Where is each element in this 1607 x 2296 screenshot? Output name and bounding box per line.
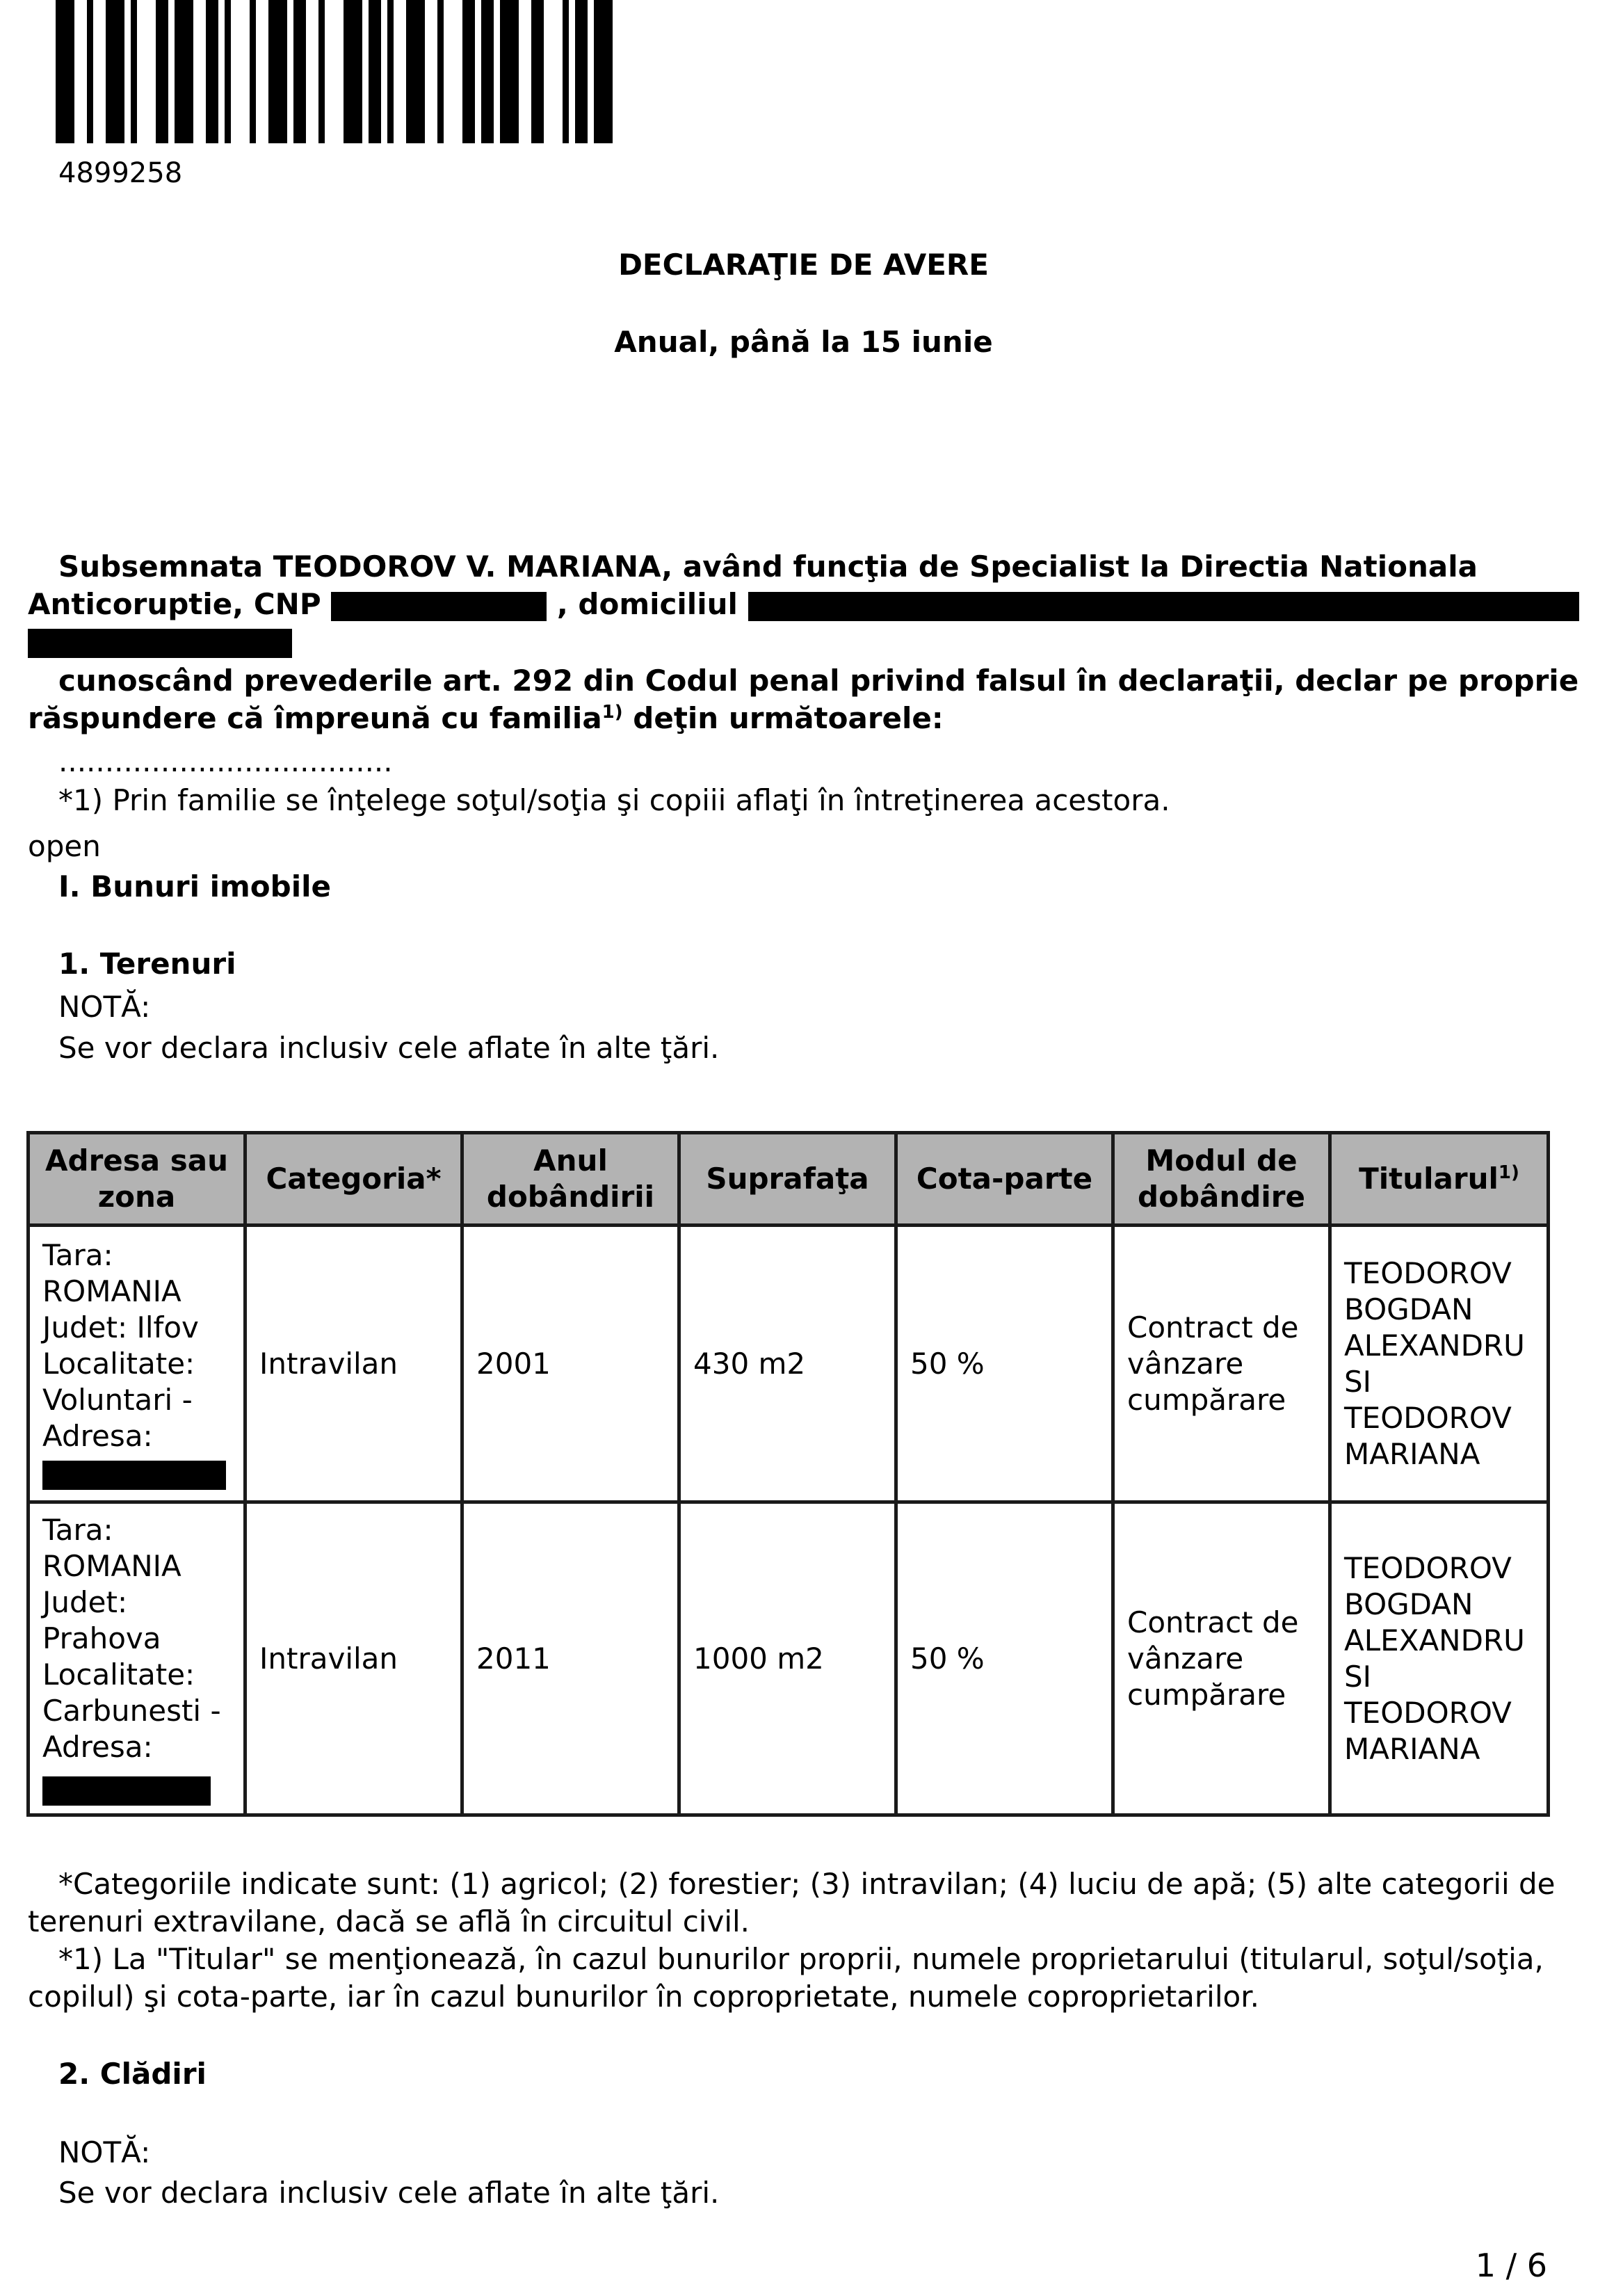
subsection-heading-lands: 1. Terenuri bbox=[58, 947, 236, 981]
barcode-bar bbox=[387, 0, 394, 143]
lands-table bbox=[26, 1131, 1550, 1817]
lands-note-text: Se vor declara inclusiv cele aflate în alte ţări. bbox=[58, 1031, 720, 1065]
cell-holder: TEODOROV BOGDAN ALEXANDRU SI TEODOROV MARIANA bbox=[1330, 1502, 1549, 1815]
barcode-bar bbox=[175, 0, 193, 143]
cell-year: 2001 bbox=[462, 1226, 679, 1502]
intro-line-1: Subsemnata TEODOROV V. MARIANA, având funcţia de Specialist la Directia Nationala bbox=[58, 549, 1478, 584]
buildings-note-text: Se vor declara inclusiv cele aflate în alte ţări. bbox=[58, 2176, 720, 2210]
document-title: DECLARAŢIE DE AVERE bbox=[618, 248, 989, 282]
document-number: 4899258 bbox=[58, 157, 183, 189]
intro-line-3: cunoscând prevederile art. 292 din Codul penal privind falsul în declaraţii, declar pe proprie bbox=[58, 664, 1579, 698]
barcode-bar bbox=[87, 0, 93, 143]
open-word: open bbox=[28, 829, 101, 863]
barcode-bar bbox=[462, 0, 475, 143]
barcode-bar bbox=[344, 0, 362, 143]
buildings-note-label: NOTĂ: bbox=[58, 2135, 151, 2169]
column-header-acquisition-mode: Modul de dobândire bbox=[1113, 1133, 1330, 1226]
cell-acquisition-mode: Contract de vânzare cumpărare bbox=[1113, 1226, 1330, 1502]
dotted-line: .................................... bbox=[58, 744, 393, 778]
cell-area: 1000 m2 bbox=[679, 1502, 896, 1815]
cell-area: 430 m2 bbox=[679, 1226, 896, 1502]
cell-address: Tara: ROMANIA Judet: Prahova Localitate: Carbunesti - Adresa: bbox=[29, 1502, 245, 1815]
cell-category: Intravilan bbox=[245, 1502, 462, 1815]
barcode-bar bbox=[293, 0, 306, 143]
lands-note-label: NOTĂ: bbox=[58, 990, 151, 1024]
column-header-holder: Titularul$^{1)}$ bbox=[1330, 1133, 1549, 1226]
table-row bbox=[29, 1226, 1549, 1502]
cell-address: Tara: ROMANIA Judet: Ilfov Localitate: Voluntari - Adresa: bbox=[29, 1226, 245, 1502]
barcode-bar bbox=[268, 0, 287, 143]
cell-holder: TEODOROV BOGDAN ALEXANDRU SI TEODOROV MARIANA bbox=[1330, 1226, 1549, 1502]
barcode-bar bbox=[225, 0, 231, 143]
barcode-bar bbox=[437, 0, 444, 143]
redacted-address-continued bbox=[28, 629, 292, 658]
redacted-cnp bbox=[331, 592, 547, 621]
barcode-bar bbox=[369, 0, 381, 143]
barcode-bar bbox=[250, 0, 256, 143]
barcode-bar bbox=[594, 0, 613, 143]
intro-cnp-label: Anticoruptie, CNP bbox=[28, 587, 321, 621]
cell-acquisition-mode: Contract de vânzare cumpărare bbox=[1113, 1502, 1330, 1815]
column-header-address: Adresa sau zona bbox=[29, 1133, 245, 1226]
column-header-year: Anul dobândirii bbox=[462, 1133, 679, 1226]
barcode-bar bbox=[318, 0, 325, 143]
section-heading-immovables: I. Bunuri imobile bbox=[58, 869, 332, 904]
cell-year: 2011 bbox=[462, 1502, 679, 1815]
barcode-bar bbox=[406, 0, 425, 143]
column-header-area: Suprafaţa bbox=[679, 1133, 896, 1226]
barcode-bar bbox=[563, 0, 569, 143]
cell-share: 50 % bbox=[896, 1226, 1113, 1502]
holder-footnote-line-1: *1) La "Titular" se menţionează, în cazul bunurilor proprii, numele proprietarului (titularul, soţul/soţia, bbox=[58, 1942, 1544, 1976]
page-number: 1 / 6 bbox=[1475, 2247, 1547, 2284]
cell-category: Intravilan bbox=[245, 1226, 462, 1502]
barcode-bar bbox=[531, 0, 544, 143]
barcode-bar bbox=[206, 0, 218, 143]
barcode-bar bbox=[481, 0, 494, 143]
redacted-land-address bbox=[42, 1776, 211, 1806]
intro-line-4: răspundere că împreună cu familia$^{1)}$ deţin următoarele: bbox=[28, 701, 944, 735]
redacted-address bbox=[748, 592, 1579, 621]
barcode-bar bbox=[575, 0, 588, 143]
table-row bbox=[29, 1502, 1549, 1815]
family-note: *1) Prin familie se înţelege soţul/soţia şi copiii aflaţi în întreţinerea acestora. bbox=[58, 783, 1170, 817]
barcode-bar bbox=[56, 0, 74, 143]
subsection-heading-buildings: 2. Clădiri bbox=[58, 2057, 207, 2091]
barcode bbox=[56, 0, 855, 143]
categories-footnote-line-2: terenuri extravilane, dacă se află în circuitul civil. bbox=[28, 1904, 750, 1938]
intro-domicile-label: , domiciliul bbox=[556, 587, 738, 621]
barcode-bar bbox=[106, 0, 124, 143]
table-header-row bbox=[29, 1133, 1549, 1226]
cell-share: 50 % bbox=[896, 1502, 1113, 1815]
holder-footnote-line-2: copilul) şi cota-parte, iar în cazul bunurilor în coproprietate, numele coproprietarilor. bbox=[28, 1980, 1259, 2014]
barcode-bar bbox=[131, 0, 137, 143]
column-header-share: Cota-parte bbox=[896, 1133, 1113, 1226]
redacted-land-address bbox=[42, 1461, 226, 1490]
categories-footnote-line-1: *Categoriile indicate sunt: (1) agricol; (2) forestier; (3) intravilan; (4) luciu de apă; (5) alte categorii de bbox=[58, 1867, 1556, 1901]
column-header-category: Categoria* bbox=[245, 1133, 462, 1226]
barcode-bar bbox=[156, 0, 168, 143]
barcode-bar bbox=[500, 0, 519, 143]
document-subtitle: Anual, până la 15 iunie bbox=[614, 325, 993, 359]
intro-line-2 bbox=[28, 586, 1579, 623]
